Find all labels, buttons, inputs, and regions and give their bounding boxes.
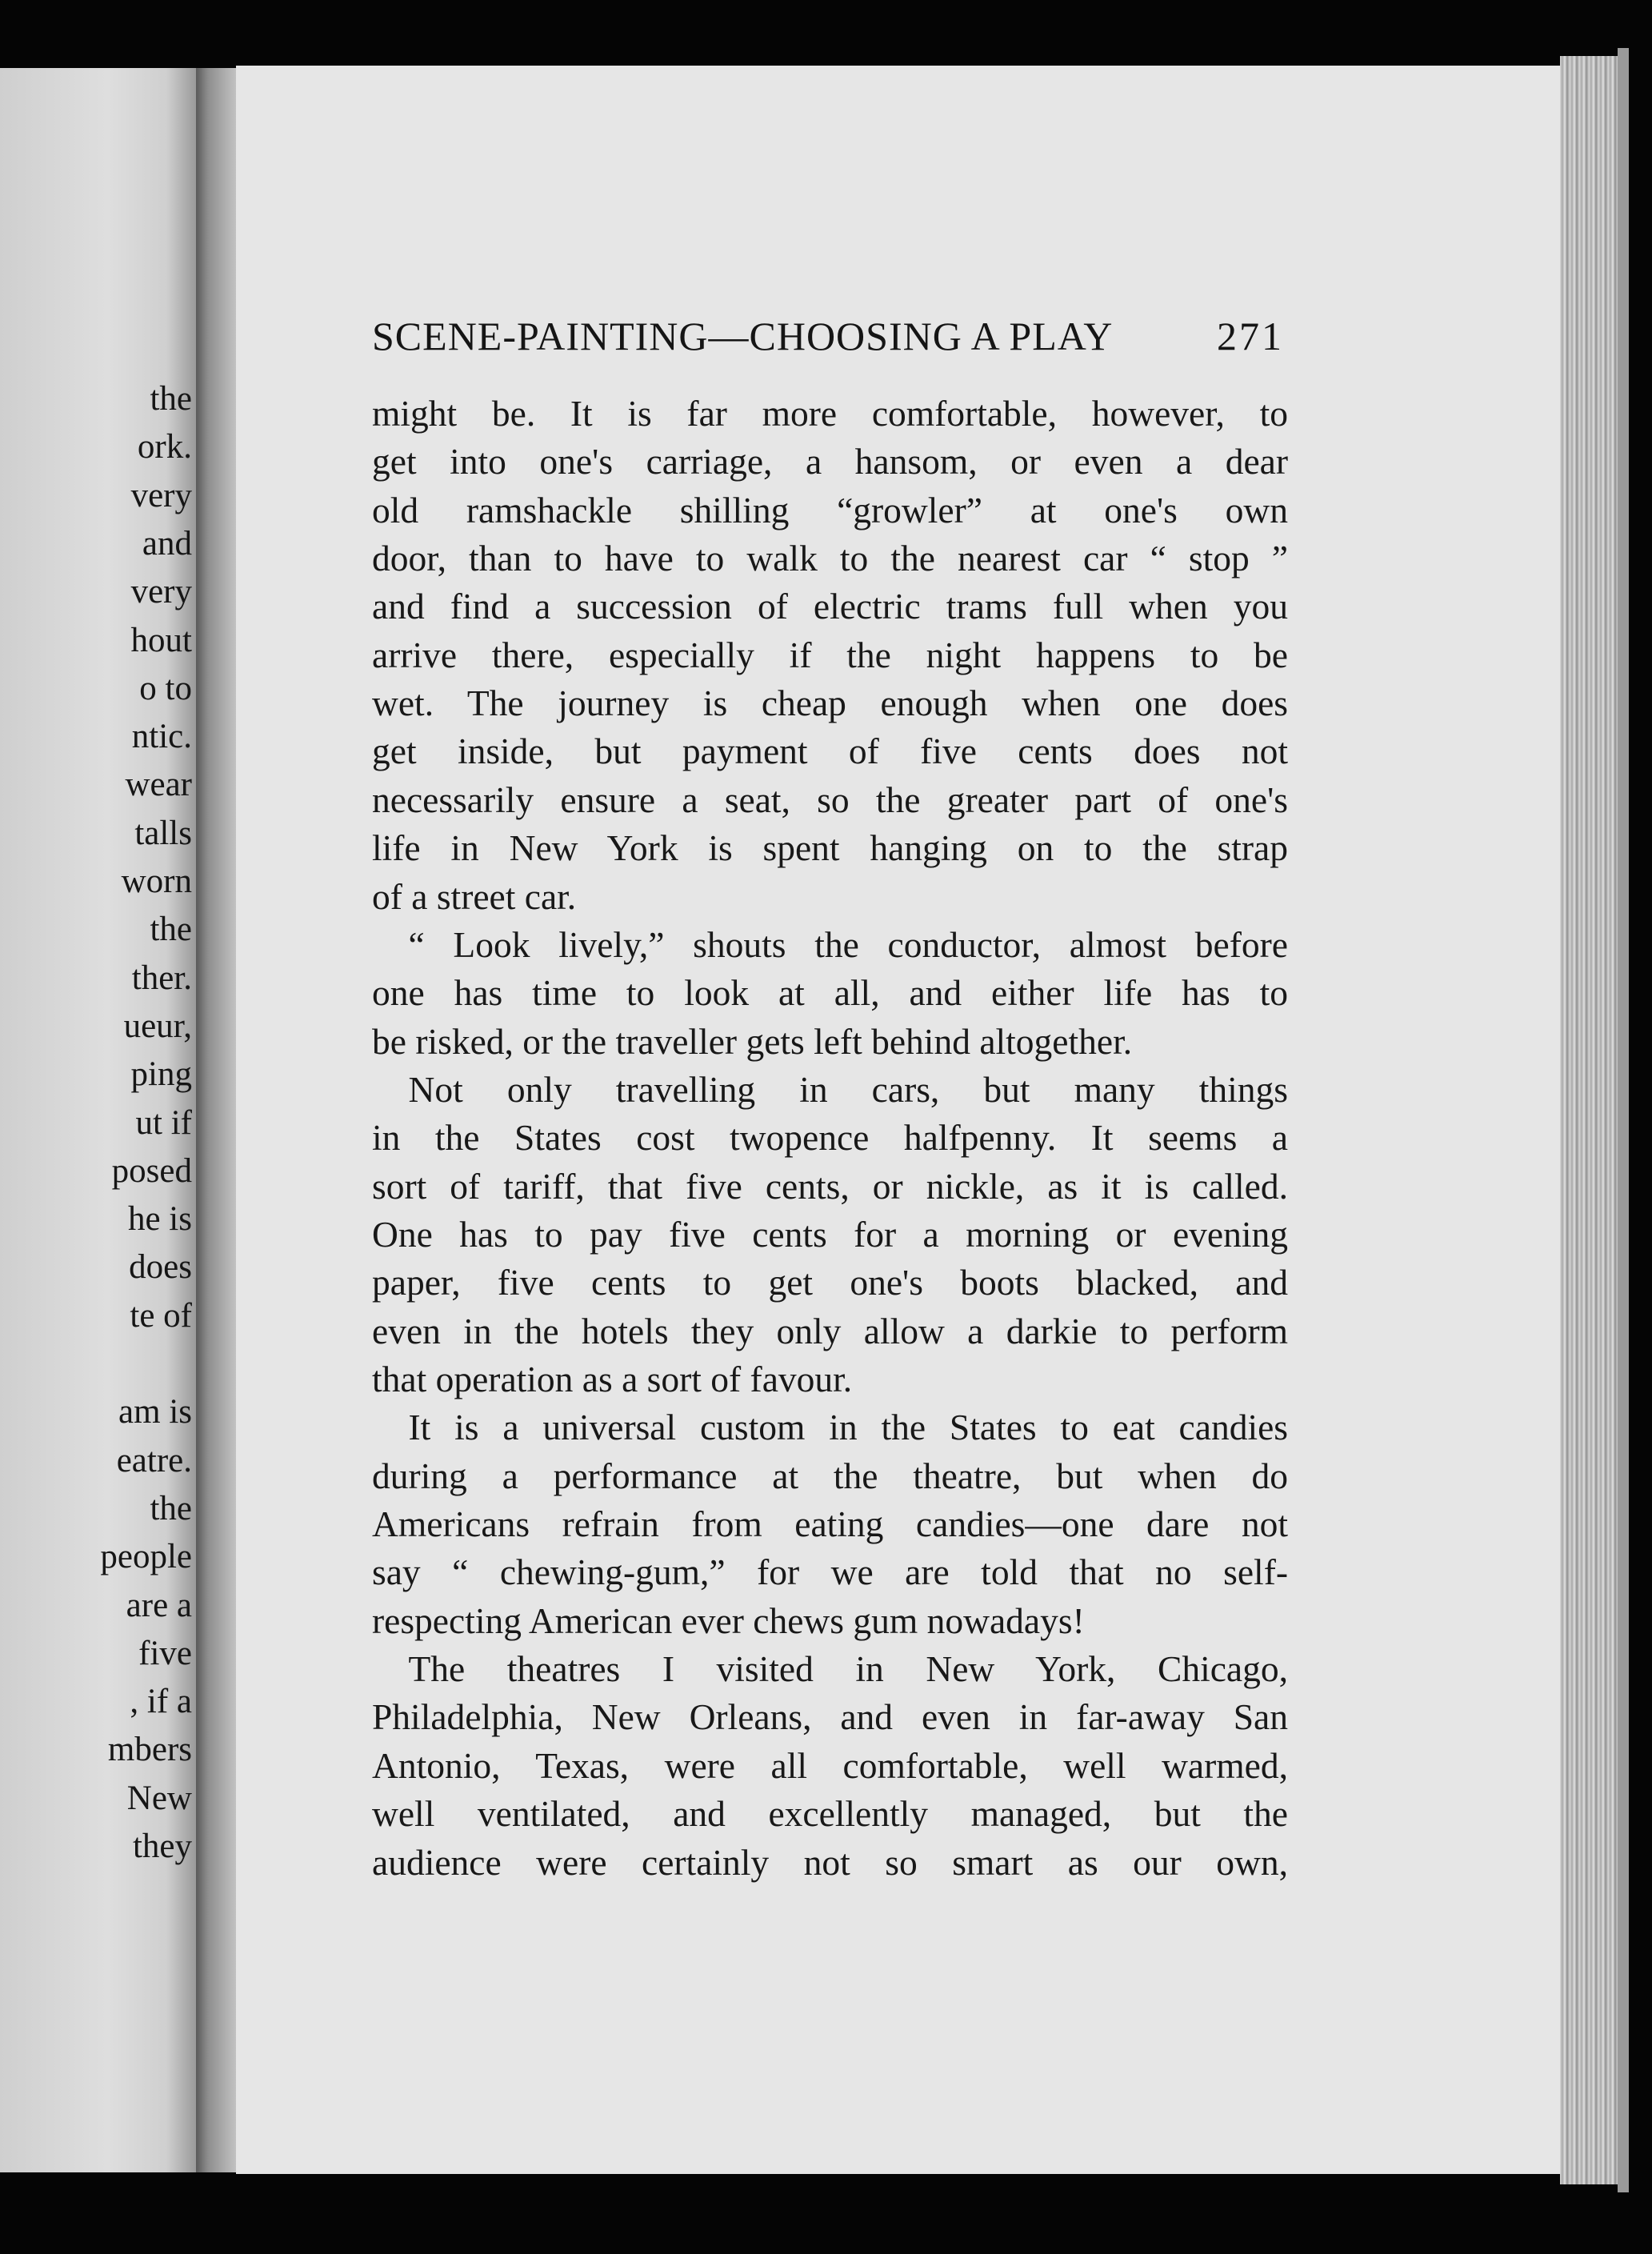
left-page-line: ntic.: [131, 718, 192, 756]
text-line: One has to pay five cents for a morning or evening: [372, 1213, 1288, 1255]
page-edge-shadow: [1618, 48, 1629, 2192]
text-line: door, than to have to walk to the nearest car “ stop ”: [372, 538, 1288, 579]
left-page-line: worn: [121, 863, 192, 900]
text-line: that operation as a sort of favour.: [372, 1359, 853, 1399]
left-page: [0, 68, 196, 2172]
text-line: audience were certainly not so smart as our own,: [372, 1841, 1288, 1883]
text-line: get inside, but payment of five cents does not: [372, 731, 1288, 772]
left-page-line: New: [126, 1779, 192, 1817]
left-page-line: he is: [127, 1200, 192, 1239]
text-line: necessarily ensure a seat, so the greater part of one's: [372, 779, 1288, 820]
left-page-line: wear: [125, 766, 192, 804]
text-line: get into one's carriage, a hansom, or even a dear: [372, 441, 1288, 482]
text-line: Antonio, Texas, were all comfortable, well warmed,: [372, 1744, 1288, 1786]
left-page-line: talls: [134, 814, 192, 852]
text-line: “ Look lively,” shouts the conductor, almost before: [372, 923, 1288, 965]
text-line: say “ chewing-gum,” for we are told that no self-: [372, 1551, 1288, 1593]
left-page-line: five: [138, 1634, 192, 1672]
text-line: arrive there, especially if the night happens to be: [372, 634, 1288, 675]
text-line: be risked, or the traveller gets left behind altogether.: [372, 1020, 1133, 1062]
left-page-line: ping: [130, 1055, 192, 1094]
text-line: of a street car.: [372, 875, 577, 917]
text-line: respecting American ever chews gum nowadays!: [372, 1599, 1085, 1641]
left-page-line: are a: [126, 1586, 192, 1624]
left-page-line: does: [129, 1248, 192, 1287]
text-line: paper, five cents to get one's boots blacked, and: [372, 1262, 1288, 1303]
left-page-line: the: [150, 1489, 192, 1527]
left-page-line: the: [150, 911, 192, 949]
text-line: It is a universal custom in the States to eat candies: [372, 1407, 1288, 1448]
text-line: even in the hotels they only allow a darkie to perform: [372, 1310, 1288, 1351]
left-page-line: the: [150, 380, 192, 418]
left-page-line: te of: [130, 1296, 192, 1335]
text-line: Philadelphia, New Orleans, and even in far-away San: [372, 1696, 1288, 1738]
left-page-line: very: [130, 476, 192, 514]
running-head: [372, 300, 1284, 372]
text-line: old ramshackle shilling “growler” at one's own: [372, 489, 1288, 530]
page-number: 271: [1217, 314, 1284, 358]
left-page-line: ueur,: [123, 1007, 192, 1045]
text-line: well ventilated, and excellently managed, but the: [372, 1793, 1288, 1835]
left-page-line: eatre.: [116, 1441, 192, 1479]
left-page-line: mbers: [107, 1731, 192, 1769]
left-page-line: very: [130, 573, 192, 611]
text-line: The theatres I visited in New York, Chicago,: [372, 1648, 1288, 1690]
text-line: Not only travelling in cars, but many things: [372, 1068, 1288, 1110]
page-edges: [1560, 56, 1618, 2184]
text-line: life in New York is spent hanging on to the strap: [372, 827, 1288, 869]
text-line: during a performance at the theatre, but when do: [372, 1455, 1288, 1496]
left-page-line: they: [132, 1828, 192, 1865]
text-line: one has time to look at all, and either life has to: [372, 972, 1288, 1014]
text-line: sort of tariff, that five cents, or nickle, as it is called.: [372, 1165, 1288, 1207]
text-line: in the States cost twopence halfpenny. It seems a: [372, 1117, 1288, 1159]
left-page-line: am is: [118, 1393, 192, 1431]
left-page-line: and: [142, 524, 192, 562]
left-page-line: ut if: [135, 1103, 192, 1142]
text-line: Americans refrain from eating candies—one dare not: [372, 1503, 1288, 1545]
left-page-line: hout: [130, 621, 192, 659]
left-page-line: posed: [111, 1151, 192, 1190]
text-line: wet. The journey is cheap enough when one does: [372, 683, 1288, 724]
text-line: and find a succession of electric trams full when you: [372, 586, 1288, 627]
text-line: might be. It is far more comfortable, however, to: [372, 393, 1288, 434]
left-page-line: o to: [139, 669, 192, 707]
book-gutter: [196, 68, 236, 2172]
left-page-line: ork.: [137, 428, 192, 466]
left-page-line: ther.: [131, 959, 192, 997]
left-page-line: people: [100, 1538, 192, 1576]
left-page-line: , if a: [130, 1683, 192, 1721]
running-head-title: SCENE-PAINTING—CHOOSING A PLAY: [372, 314, 1114, 358]
